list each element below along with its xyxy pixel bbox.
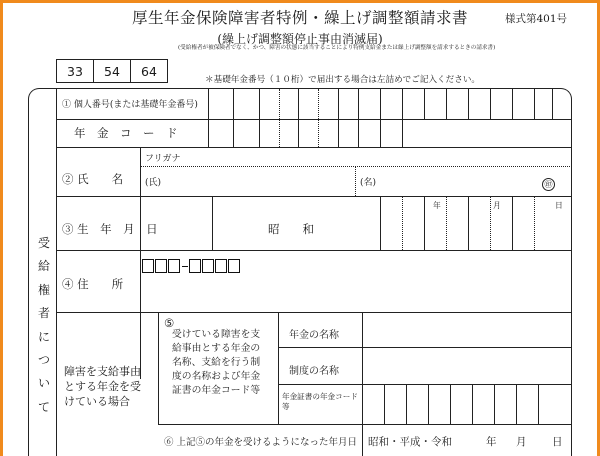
code-box-2: 54 [93, 59, 131, 83]
side-divider [56, 88, 57, 456]
postal-code-boxes [142, 259, 241, 273]
pension-start-date-label: ⑥ 上記⑤の年金を受けるようになった年月日 [164, 437, 358, 448]
system-name-label: 制度の名称 [289, 366, 339, 377]
form-title: 厚生年金保険障害者特例・繰上げ調整額請求書 [131, 9, 468, 27]
disability-pension-condition: 障害を支給事由とする年金を受けている場合 [64, 365, 141, 408]
code-box-3: 64 [130, 59, 168, 83]
given-name-label: (名) [360, 178, 377, 188]
birth-month-unit: 月 [493, 201, 501, 210]
item5-description: 受けている障害を支給事由とする年金の名称、支給を行う制度の名称および年金証書の年金コード等 [172, 329, 261, 396]
eligibility-note: (受給権者が被保険者でなく、かつ、障害の状態に該当することにより特例支給金または繰上げ調整額を請求するときの請求書) [178, 45, 496, 51]
birth-era: 昭 和 [268, 222, 314, 236]
pension-start-month-unit: 月 [516, 436, 527, 448]
applicant-side-label: 受給権者について [37, 236, 50, 414]
pension-start-day-unit: 日 [552, 436, 563, 448]
pension-code-label: 年 金 コ ー ド [74, 126, 178, 140]
birth-date-label: ③ 生 年 月 日 [62, 222, 158, 236]
name-label: ② 氏 名 [62, 172, 124, 186]
birth-year-unit: 年 [433, 201, 441, 210]
birth-day-unit: 日 [555, 201, 563, 210]
pension-start-year-unit: 年 [486, 436, 497, 448]
item5-number: ⑤ [164, 316, 175, 330]
pension-certificate-code-label: 年金証書の年金コード等 [282, 392, 358, 412]
address-label: ④ 住 所 [62, 277, 124, 291]
pension-start-era: 昭和・平成・令和 [368, 436, 452, 448]
pension-name-label: 年金の名称 [289, 330, 339, 341]
form-number: 様式第401号 [505, 13, 568, 25]
furigana-label: フリガナ [145, 154, 181, 164]
form-subtitle: (繰上げ調整額停止事由消滅届) [217, 32, 383, 46]
pension-number-notice: ＊基礎年金番号（１０桁）で届出する場合は左詰めでご記入ください。 [205, 75, 481, 85]
family-name-label: (氏) [145, 178, 162, 188]
seal-mark: ㊞ [542, 178, 555, 191]
individual-number-label: ① 個人番号(または基礎年金番号) [62, 100, 198, 110]
code-box-1: 33 [56, 59, 94, 83]
